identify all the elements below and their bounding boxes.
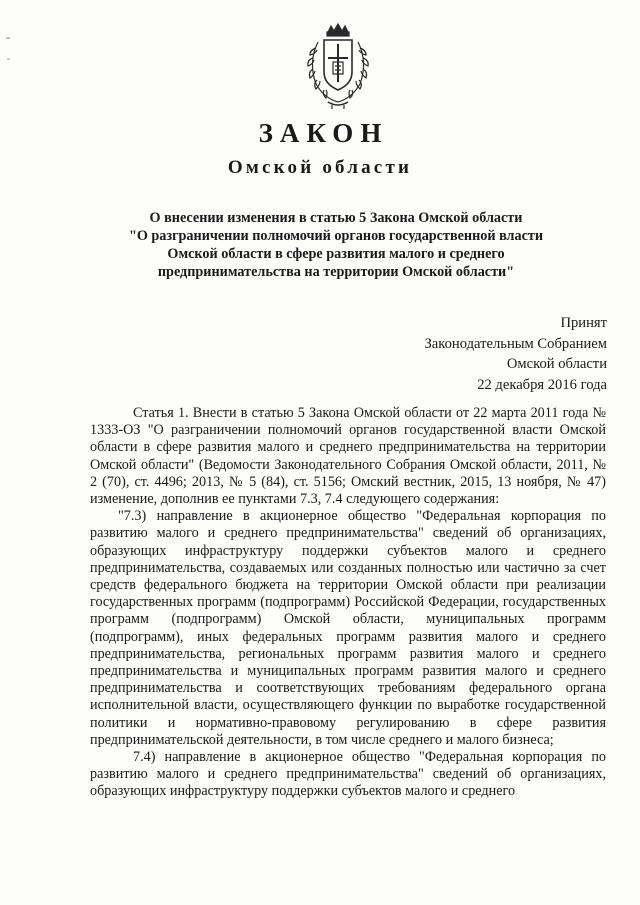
scan-artifact: [7, 58, 10, 60]
adoption-date: 22 декабря 2016 года: [477, 376, 607, 393]
law-body: [90, 405, 606, 801]
adoption-block: [425, 313, 608, 395]
adoption-line: Принят: [560, 315, 607, 331]
heading-line: О внесении изменения в статью 5 Закона Омской области: [149, 210, 523, 226]
law-region-subtitle: Омской области: [227, 157, 413, 178]
item-7-4-paragraph: 7.4) направление в акционерное общество "Федеральная корпорация по развитию малого и среднего предпринимательства" сведений об организациях, образующих инфраструктуру поддержки субъектов малого и среднего: [90, 749, 606, 800]
adoption-line: Законодательным Собранием: [424, 335, 607, 352]
heading-line: предпринимательства на территории Омской области": [157, 264, 515, 280]
adoption-line: Омской области: [506, 356, 607, 372]
scan-artifact: [6, 37, 10, 39]
coat-of-arms-icon: [298, 22, 378, 110]
article-1-paragraph: Статья 1. Внести в статью 5 Закона Омской области от 22 марта 2011 года № 1333-ОЗ "О разграничении полномочий органов государственной власти Омской области в сфере развития малого и среднего предпринимательства на территории Омской области" (Ведомости Законодательного Собрания Омской области, 2011, № 2 (70), ст. 4496; 2013, № 5 (84), ст. 5156; Омский вестник, 2015, 13 ноября, № 47) изменение, дополнив ее пунктами 7.3, 7.4 следующего содержания:: [90, 405, 606, 508]
heading-line: "О разграничении полномочий органов государственной власти: [128, 228, 544, 244]
item-7-3-paragraph: "7.3) направление в акционерное общество "Федеральная корпорация по развитию малого и среднего предпринимательства" сведений об организациях, образующих инфраструктуру поддержки субъектов малого и среднего предпринимательства, создаваемых или созданных полностью или частично за счет средств федерального бюджета на территории Омской области при реализации государственных программ (подпрограмм) Российской Федерации, государственных программ (подпрограмм) Омской области, муниципальных программ (подпрограмм), иных федеральных программ развития малого и среднего предпринимательства, региональных программ развития малого и среднего предпринимательства и муниципальных программ развития малого и среднего предпринимательства и соответствующих требованиям федерального органа исполнительной власти, осуществляющего функции по выработке государственной политики и нормативно-правовому регулированию в сфере развития предпринимательской деятельности, в том числе среднего и малого бизнеса;: [90, 508, 606, 748]
heading-line: Омской области в сфере развития малого и среднего: [167, 246, 505, 262]
law-heading: [80, 209, 592, 281]
law-title: ЗАКОН: [258, 118, 389, 148]
